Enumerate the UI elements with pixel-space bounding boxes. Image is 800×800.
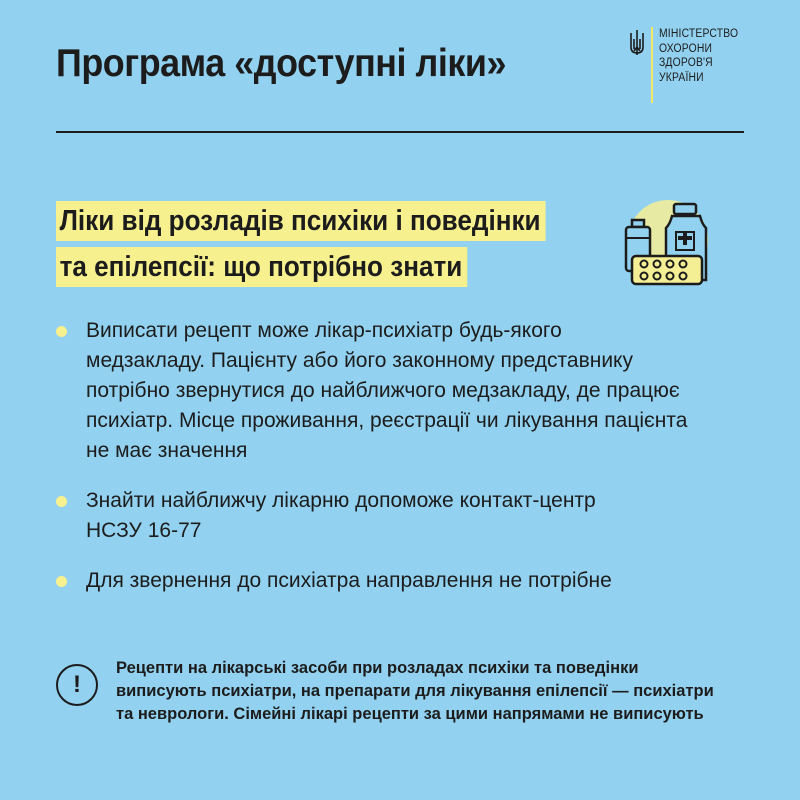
bullet-dot: [56, 576, 67, 587]
ministry-logo: [629, 27, 747, 103]
medicine-bottles-icon: [612, 196, 712, 296]
subtitle-line-1: Ліки від розладів психіки і поведінки: [56, 201, 546, 241]
trident-icon: [629, 29, 645, 57]
list-item-text: Виписати рецепт може лікар-психіатр будь-якого медзакладу. Пацієнту або його законному представнику потрібно звернутися до найближчого медзакладу, де працює психіатр. Місце проживання, реєстрації чи лікування пацієнта не має значення: [86, 319, 688, 462]
info-list: [56, 316, 756, 616]
bullet-dot: [56, 496, 67, 507]
list-item-text: Для звернення до психіатра направлення не потрібне: [86, 569, 612, 592]
list-item-text: Знайти найближчу лікарню допоможе контакт-центр НСЗУ 16-77: [86, 489, 596, 542]
subtitle-line-2: та епілепсії: що потрібно знати: [56, 247, 468, 287]
subtitle: [56, 201, 600, 293]
list-item: [56, 486, 756, 546]
bullet-dot: [56, 326, 67, 337]
logo-text: [659, 27, 738, 103]
logo-line: УКРАЇНИ: [659, 71, 704, 84]
list-item: [56, 316, 756, 466]
header-divider: [56, 131, 744, 133]
logo-line: ЗДОРОВ'Я: [659, 57, 713, 69]
page-title: Програма «доступні ліки»: [56, 42, 506, 85]
logo-line: МІНІСТЕРСТВО: [659, 28, 739, 40]
exclamation-icon: !: [56, 664, 98, 706]
note-text: Рецепти на лікарські засоби при розладах психіки та поведінки виписують психіатри, на препарати для лікування епілепсії — психіатри та неврологи. Сімейні лікарі рецепти за цими напрямами не виписують: [116, 659, 714, 723]
logo-line: ОХОРОНИ: [659, 42, 713, 55]
list-item: [56, 566, 756, 596]
logo-divider: [651, 27, 653, 103]
